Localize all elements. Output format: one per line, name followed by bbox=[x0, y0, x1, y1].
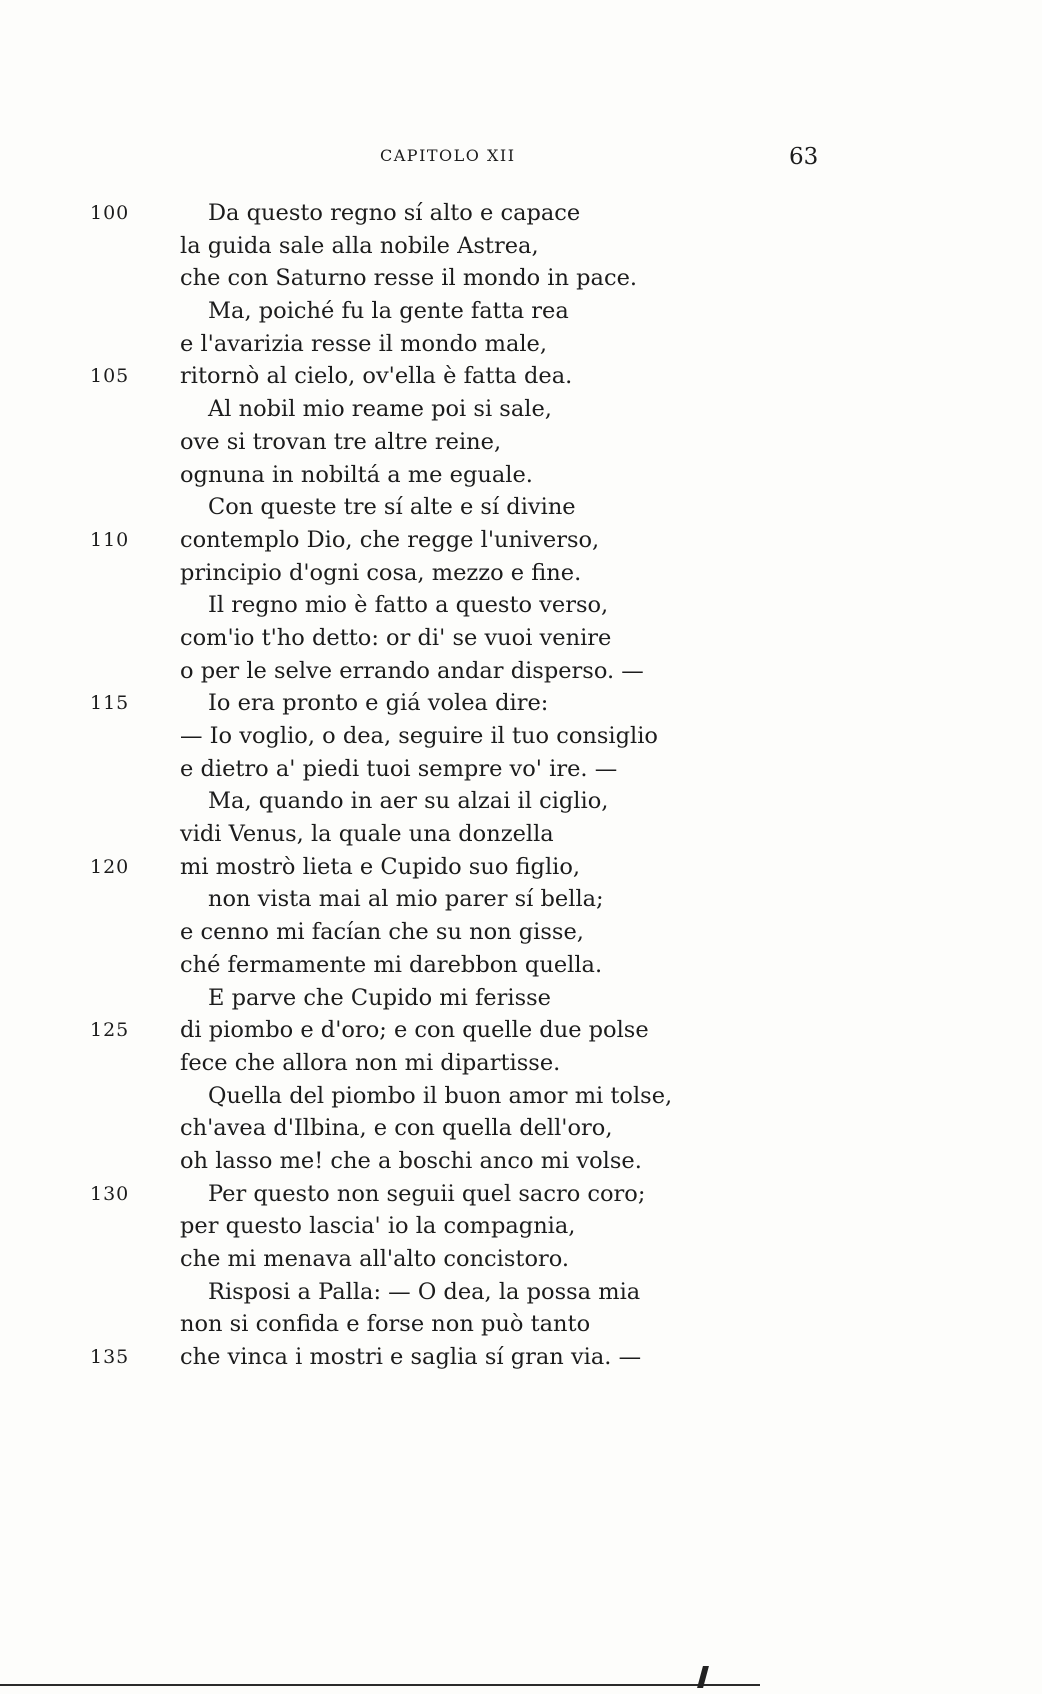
verse-text: Con queste tre sí alte e sí divine bbox=[208, 494, 576, 521]
line-number: 105 bbox=[90, 365, 130, 388]
verse-line bbox=[0, 1210, 1042, 1243]
verse-line bbox=[0, 785, 1042, 818]
verse-line bbox=[0, 753, 1042, 786]
line-number: 135 bbox=[90, 1346, 130, 1369]
verse-text: mi mostrò lieta e Cupido suo figlio, bbox=[180, 853, 581, 880]
verse-text: e cenno mi facían che su non gisse, bbox=[180, 919, 584, 946]
verse-line bbox=[0, 328, 1042, 361]
verse-line bbox=[0, 230, 1042, 263]
verse-text: non si confida e forse non può tanto bbox=[180, 1311, 591, 1338]
verse-text: ove si trovan tre altre reine, bbox=[180, 428, 502, 455]
line-number: 125 bbox=[90, 1019, 130, 1042]
verse-text: non vista mai al mio parer sí bella; bbox=[208, 886, 604, 913]
verse-line bbox=[0, 557, 1042, 590]
verse-text: che con Saturno resse il mondo in pace. bbox=[180, 265, 638, 292]
verse-line bbox=[0, 818, 1042, 851]
verse-text: contemplo Dio, che regge l'universo, bbox=[180, 526, 600, 553]
verse-text: Al nobil mio reame poi si sale, bbox=[208, 396, 552, 423]
verse-line bbox=[0, 262, 1042, 295]
verse-line bbox=[0, 491, 1042, 524]
verse-text: Da questo regno sí alto e capace bbox=[208, 200, 581, 226]
verse-text: ché fermamente mi darebbon quella. bbox=[180, 951, 603, 978]
verse-text: Ma, quando in aer su alzai il ciglio, bbox=[208, 788, 609, 815]
verse-line bbox=[0, 1145, 1042, 1178]
verse-line bbox=[0, 949, 1042, 982]
poem-verses bbox=[0, 197, 1042, 1374]
verse-line bbox=[0, 1276, 1042, 1309]
verse-line bbox=[0, 982, 1042, 1015]
verse-line bbox=[0, 655, 1042, 688]
verse-text: — Io voglio, o dea, seguire il tuo consiglio bbox=[180, 723, 658, 749]
scan-edge-line bbox=[0, 1684, 760, 1686]
verse-text: com'io t'ho detto: or di' se vuoi venire bbox=[180, 624, 612, 651]
line-number: 115 bbox=[90, 692, 130, 715]
verse-text: che mi menava all'alto concistoro. bbox=[180, 1246, 570, 1272]
verse-text: per questo lascia' io la compagnia, bbox=[180, 1213, 576, 1240]
verse-line bbox=[0, 1341, 1042, 1374]
verse-line bbox=[0, 1243, 1042, 1276]
running-head: CAPITOLO XII bbox=[380, 146, 516, 165]
verse-line bbox=[0, 687, 1042, 720]
line-number: 100 bbox=[90, 202, 130, 224]
line-number: 110 bbox=[90, 528, 130, 551]
verse-text: vidi Venus, la quale una donzella bbox=[180, 821, 554, 848]
verse-line bbox=[0, 295, 1042, 328]
verse-line bbox=[0, 426, 1042, 459]
verse-line bbox=[0, 1178, 1042, 1211]
verse-line bbox=[0, 393, 1042, 426]
verse-line bbox=[0, 459, 1042, 492]
verse-text: e dietro a' piedi tuoi sempre vo' ire. — bbox=[180, 755, 618, 782]
verse-text: principio d'ogni cosa, mezzo e fine. bbox=[180, 559, 582, 586]
verse-text: o per le selve errando andar disperso. — bbox=[180, 657, 644, 684]
verse-line bbox=[0, 916, 1042, 949]
verse-line bbox=[0, 524, 1042, 557]
verse-text: ognuna in nobiltá a me eguale. bbox=[180, 461, 533, 488]
verse-text: Ma, poiché fu la gente fatta rea bbox=[208, 298, 569, 325]
verse-text: fece che allora non mi dipartisse. bbox=[180, 1049, 561, 1076]
verse-line bbox=[0, 1080, 1042, 1113]
verse-text: ritornò al cielo, ov'ella è fatta dea. bbox=[180, 363, 573, 390]
verse-text: che vinca i mostri e saglia sí gran via. — bbox=[180, 1344, 642, 1371]
verse-line bbox=[0, 197, 1042, 230]
verse-text: di piombo e d'oro; e con quelle due polse bbox=[180, 1017, 649, 1044]
verse-text: Per questo non seguii quel sacro coro; bbox=[208, 1180, 646, 1207]
verse-line bbox=[0, 883, 1042, 916]
verse-line bbox=[0, 1014, 1042, 1047]
verse-line bbox=[0, 360, 1042, 393]
verse-text: e l'avarizia resse il mondo male, bbox=[180, 330, 548, 357]
verse-text: Io era pronto e giá volea dire: bbox=[208, 690, 549, 717]
line-number: 130 bbox=[90, 1182, 130, 1205]
verse-line bbox=[0, 1047, 1042, 1080]
verse-line bbox=[0, 1308, 1042, 1341]
verse-text: Quella del piombo il buon amor mi tolse, bbox=[208, 1082, 673, 1109]
verse-text: E parve che Cupido mi ferisse bbox=[208, 984, 551, 1011]
line-number: 120 bbox=[90, 855, 130, 878]
verse-line bbox=[0, 851, 1042, 884]
verse-line bbox=[0, 589, 1042, 622]
verse-line bbox=[0, 720, 1042, 753]
verse-line bbox=[0, 1112, 1042, 1145]
page-header bbox=[0, 146, 1042, 176]
verse-line bbox=[0, 622, 1042, 655]
verse-text: la guida sale alla nobile Astrea, bbox=[180, 232, 539, 259]
verse-text: oh lasso me! che a boschi anco mi volse. bbox=[180, 1147, 642, 1174]
page-number: 63 bbox=[789, 144, 819, 170]
verse-text: ch'avea d'Ilbina, e con quella dell'oro, bbox=[180, 1115, 613, 1142]
verse-text: Risposi a Palla: — O dea, la possa mia bbox=[208, 1278, 641, 1305]
verse-text: Il regno mio è fatto a questo verso, bbox=[208, 592, 609, 619]
